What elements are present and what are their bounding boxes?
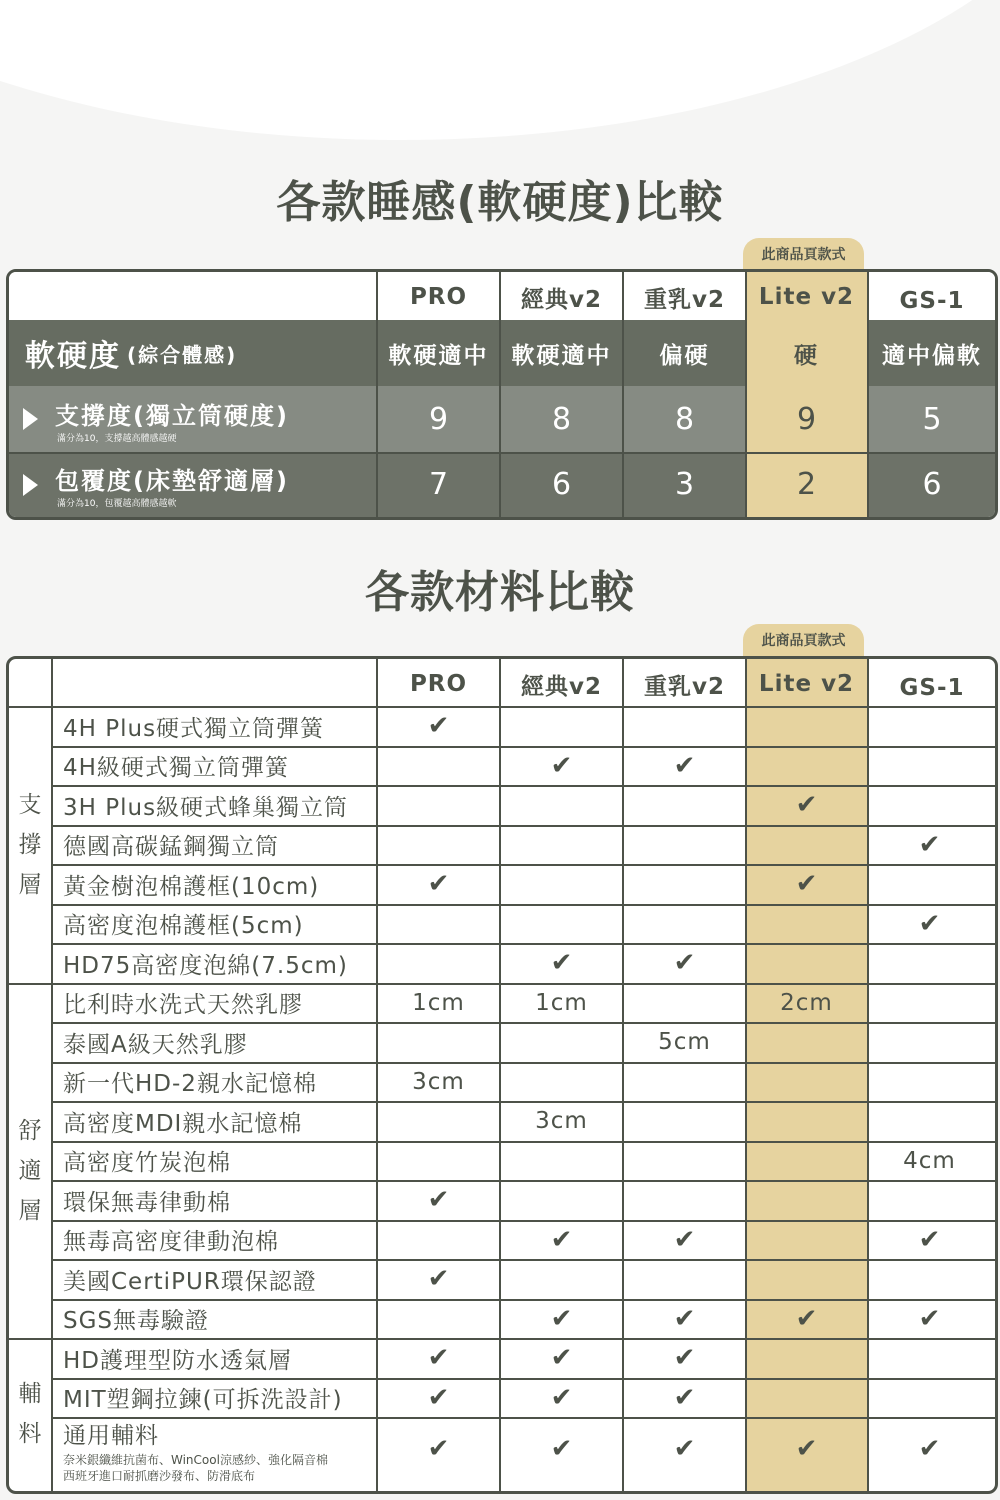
overall-value-latex-v2: 偏硬 <box>659 342 710 369</box>
material-thickness: 5cm <box>658 1029 711 1055</box>
material-thickness <box>746 826 867 864</box>
column-divider <box>867 659 869 1491</box>
material-thickness <box>378 944 499 982</box>
material-thickness <box>869 984 990 1022</box>
material-name: 泰國A級天然乳膠 <box>63 1031 248 1058</box>
check-icon: ✔ <box>550 750 573 781</box>
material-thickness <box>624 984 745 1022</box>
material-thickness: 3cm <box>535 1108 588 1134</box>
material-thickness <box>501 1260 622 1298</box>
check-icon: ✔ <box>673 1224 696 1255</box>
comfort-value-pro: 7 <box>428 467 449 502</box>
material-name: 4H Plus硬式獨立筒彈簧 <box>63 715 325 742</box>
material-thickness <box>624 826 745 864</box>
row-divider <box>9 1338 995 1340</box>
material-thickness <box>624 865 745 903</box>
material-thickness <box>869 1260 990 1298</box>
material-thickness <box>869 1102 990 1140</box>
material-name: HD75高密度泡綿(7.5cm) <box>63 952 348 979</box>
row-divider <box>51 1062 995 1064</box>
comfort-value-latex-v2: 3 <box>674 467 695 502</box>
accessory-detail-line-2: 西班牙進口耐抓磨沙發布、防滑底布 <box>63 1469 256 1483</box>
material-thickness <box>869 1339 990 1377</box>
category-char: 輔 <box>18 1381 42 1407</box>
material-thickness <box>869 1063 990 1101</box>
material-name: 通用輔料 <box>63 1422 159 1449</box>
model-header-gs1: GS-1 <box>899 675 965 701</box>
check-icon: ✔ <box>795 790 818 820</box>
overall-title: 軟硬度 <box>25 339 121 374</box>
check-icon: ✔ <box>673 1434 696 1464</box>
support-value-lite-v2: 9 <box>796 401 817 437</box>
column-divider <box>51 659 53 1491</box>
check-icon: ✔ <box>795 869 818 899</box>
material-thickness <box>624 707 745 745</box>
check-icon: ✔ <box>427 1382 450 1413</box>
check-icon: ✔ <box>918 1224 941 1255</box>
material-thickness <box>746 944 867 982</box>
material-name: 德國高碳錳鋼獨立筒 <box>63 834 279 860</box>
model-header-gs1: GS-1 <box>899 288 965 314</box>
row-divider <box>51 785 995 787</box>
material-name: MIT塑鋼拉鍊(可拆洗設計) <box>63 1387 343 1413</box>
check-icon: ✔ <box>795 1434 818 1464</box>
material-thickness <box>869 786 990 824</box>
overall-value-gs1: 適中偏軟 <box>882 342 982 369</box>
material-thickness <box>746 1221 867 1259</box>
check-icon: ✔ <box>673 1303 696 1334</box>
check-icon: ✔ <box>673 948 696 978</box>
material-thickness <box>501 1023 622 1061</box>
material-thickness <box>746 1181 867 1219</box>
check-icon: ✔ <box>918 1434 941 1464</box>
material-thickness <box>501 905 622 943</box>
material-name: 無毒高密度律動泡棉 <box>63 1229 279 1255</box>
material-thickness <box>746 747 867 785</box>
material-thickness <box>378 1023 499 1061</box>
check-icon: ✔ <box>550 1303 573 1334</box>
row-divider <box>51 1299 995 1301</box>
row-divider <box>51 864 995 866</box>
support-value-classic-v2: 8 <box>551 401 572 437</box>
check-icon: ✔ <box>427 1343 450 1373</box>
comfort-label: 包覆度(床墊舒適層) <box>55 467 289 495</box>
support-note: 滿分為10，支撐越高體感越硬 <box>57 434 177 444</box>
material-thickness <box>378 786 499 824</box>
model-header-lite-v2: Lite v2 <box>758 284 855 310</box>
comfort-value-gs1: 6 <box>922 467 942 502</box>
row-divider <box>51 943 995 945</box>
material-name: 新一代HD-2親水記憶棉 <box>63 1071 317 1097</box>
material-thickness <box>378 1300 499 1338</box>
category-accessories <box>9 1374 51 1454</box>
material-thickness: 1cm <box>412 989 465 1016</box>
material-thickness <box>378 1221 499 1259</box>
overall-label <box>25 320 237 386</box>
play-triangle-icon <box>23 408 38 430</box>
model-header-pro: PRO <box>409 671 468 697</box>
column-divider <box>376 659 378 1491</box>
material-name: SGS無毒驗證 <box>63 1308 210 1334</box>
material-thickness <box>746 1023 867 1061</box>
support-value-gs1: 5 <box>922 401 942 437</box>
material-thickness <box>624 1142 745 1180</box>
material-thickness: 1cm <box>535 989 588 1016</box>
material-thickness <box>869 1379 990 1417</box>
material-thickness <box>746 707 867 745</box>
check-icon: ✔ <box>550 1224 573 1255</box>
row-divider <box>51 1378 995 1380</box>
row-divider <box>9 706 995 708</box>
row-divider <box>51 904 995 906</box>
row-divider <box>51 1101 995 1103</box>
check-icon: ✔ <box>427 711 450 741</box>
material-name: 高密度泡棉護框(5cm) <box>63 913 304 939</box>
material-thickness <box>501 1142 622 1180</box>
overall-value-classic-v2: 軟硬適中 <box>511 342 612 369</box>
material-thickness <box>869 747 990 785</box>
category-char: 撐 <box>18 832 42 858</box>
category-char: 料 <box>18 1421 42 1447</box>
materials-table <box>6 656 998 1494</box>
material-thickness <box>869 1023 990 1061</box>
support-value-latex-v2: 8 <box>674 401 695 437</box>
material-name: 3H Plus級硬式蜂巢獨立筒 <box>63 794 349 821</box>
play-triangle-icon <box>23 474 38 496</box>
row-divider <box>51 1180 995 1182</box>
material-thickness <box>746 1339 867 1377</box>
material-name: 黃金樹泡棉護框(10cm) <box>63 873 320 900</box>
material-thickness <box>378 1142 499 1180</box>
check-icon: ✔ <box>427 1264 450 1294</box>
material-thickness <box>746 1379 867 1417</box>
material-thickness <box>378 905 499 943</box>
check-icon: ✔ <box>550 1343 573 1373</box>
overall-value-pro: 軟硬適中 <box>388 342 489 369</box>
material-thickness <box>624 1102 745 1140</box>
support-value-pro: 9 <box>428 401 449 437</box>
background-curve <box>0 0 1000 140</box>
check-icon: ✔ <box>427 1434 450 1464</box>
material-thickness <box>869 1181 990 1219</box>
material-thickness <box>501 707 622 745</box>
model-header-latex-v2: 重乳v2 <box>644 286 725 313</box>
check-icon: ✔ <box>427 869 450 899</box>
material-thickness <box>746 1063 867 1101</box>
material-name: 4H級硬式獨立筒彈簧 <box>63 755 289 781</box>
material-thickness <box>624 905 745 943</box>
material-name: HD護理型防水透氣層 <box>63 1347 293 1374</box>
check-icon: ✔ <box>673 750 696 781</box>
column-divider <box>499 659 501 1491</box>
material-thickness: 2cm <box>780 989 833 1016</box>
material-name: 高密度竹炭泡棉 <box>63 1150 231 1176</box>
category-support-layer <box>9 785 51 905</box>
material-thickness <box>501 1181 622 1219</box>
material-name: 環保無毒律動棉 <box>63 1189 231 1216</box>
row-divider <box>51 1022 995 1024</box>
current-product-badge: 此商品頁款式 <box>743 624 864 656</box>
material-thickness <box>501 786 622 824</box>
material-name: 比利時水洗式天然乳膠 <box>63 992 303 1018</box>
category-comfort-layer <box>9 1111 51 1231</box>
hardness-title: 各款睡感(軟硬度)比較 <box>276 177 724 228</box>
category-char: 層 <box>18 1198 42 1224</box>
material-thickness <box>624 1181 745 1219</box>
check-icon: ✔ <box>918 1303 941 1334</box>
model-header-classic-v2: 經典v2 <box>521 286 602 313</box>
material-thickness <box>624 786 745 824</box>
material-thickness <box>378 1102 499 1140</box>
check-icon: ✔ <box>673 1343 696 1373</box>
row-divider <box>9 983 995 985</box>
hardness-table <box>6 269 998 520</box>
check-icon: ✔ <box>673 1382 696 1413</box>
materials-title: 各款材料比較 <box>365 567 635 618</box>
material-thickness <box>746 1260 867 1298</box>
material-thickness <box>746 1142 867 1180</box>
column-divider <box>622 659 624 1491</box>
overall-note: (綜合體感) <box>127 342 238 367</box>
category-char: 適 <box>18 1158 42 1184</box>
row-divider <box>51 1417 995 1419</box>
model-header-pro: PRO <box>409 284 468 310</box>
material-thickness: 4cm <box>903 1147 956 1174</box>
category-char: 支 <box>18 792 42 818</box>
check-icon: ✔ <box>550 1382 573 1413</box>
material-thickness <box>624 1260 745 1298</box>
material-thickness <box>746 905 867 943</box>
row-divider <box>51 746 995 748</box>
category-char: 舒 <box>18 1118 42 1144</box>
material-thickness <box>378 747 499 785</box>
row-divider <box>51 1141 995 1143</box>
check-icon: ✔ <box>427 1185 450 1215</box>
material-thickness <box>501 826 622 864</box>
model-header-latex-v2: 重乳v2 <box>644 673 725 700</box>
category-char: 層 <box>18 872 42 898</box>
material-thickness <box>624 1063 745 1101</box>
overall-value-lite-v2: 硬 <box>794 342 819 369</box>
material-name: 美國CertiPUR環保認證 <box>63 1268 317 1295</box>
model-header-classic-v2: 經典v2 <box>521 673 602 700</box>
material-thickness <box>378 826 499 864</box>
comfort-value-lite-v2: 2 <box>796 467 817 502</box>
material-thickness <box>501 1063 622 1101</box>
support-label: 支撐度(獨立筒硬度) <box>55 402 289 430</box>
material-thickness <box>869 944 990 982</box>
accessory-detail-line-1: 奈米銀纖維抗菌布、WinCool涼感紗、強化隔音棉 <box>63 1453 328 1467</box>
material-thickness <box>501 865 622 903</box>
check-icon: ✔ <box>918 829 941 860</box>
material-thickness: 3cm <box>412 1068 465 1095</box>
material-thickness <box>746 1102 867 1140</box>
comfort-note: 滿分為10，包覆越高體感越軟 <box>57 499 177 509</box>
comfort-value-classic-v2: 6 <box>551 467 572 502</box>
model-header-lite-v2: Lite v2 <box>758 671 855 697</box>
material-thickness <box>869 707 990 745</box>
row-divider <box>51 825 995 827</box>
check-icon: ✔ <box>795 1303 818 1334</box>
material-thickness <box>869 865 990 903</box>
current-product-badge: 此商品頁款式 <box>743 238 864 270</box>
row-divider <box>51 1220 995 1222</box>
material-name: 高密度MDI親水記憶棉 <box>63 1110 303 1137</box>
column-divider <box>745 659 747 1491</box>
row-divider <box>51 1259 995 1261</box>
check-icon: ✔ <box>550 1434 573 1464</box>
check-icon: ✔ <box>550 948 573 978</box>
check-icon: ✔ <box>918 908 941 939</box>
